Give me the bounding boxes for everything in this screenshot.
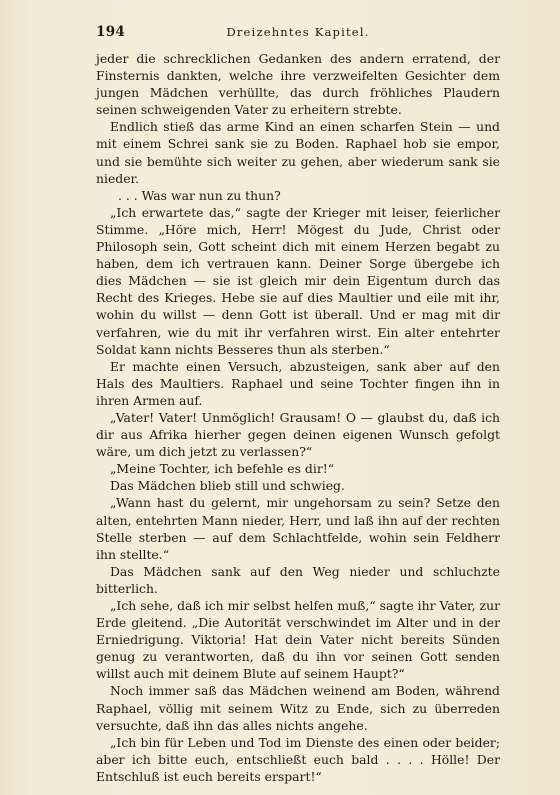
paragraph: Er machte einen Versuch, abzusteigen, sank aber auf den Hals des Maultiers. Raphael und seine Tochter fingen ihn in ihren Armen auf. [96, 358, 500, 408]
paragraph: jeder die schrecklichen Gedanken des andern erratend, der Finsternis dankten, welche ihre verzweifelten Gesichter dem jungen Mädchen verhüllte, das durch fröhliches Plaudern seinen schweigenden Vater zu erheitern strebte. [96, 51, 500, 118]
paragraph: „Ich erwartete das,“ sagte der Krieger mit leiser, feierlicher Stimme. „Höre mich, Herr! Mögest du Jude, Christ oder Philosoph sein, Gott scheint dich mit einem Herzen begabt zu haben, dem ich vertrauen kann. Deiner Sorge übergebe ich dies Mädchen — sie ist gleich mir dein Eigentum durch das Recht des Krieges. Hebe sie auf dies Maultier und eile mit ihr, wohin du willst — denn Gott ist überall. Und er mag mit dir verfahren, wie du mit ihr verfahren wirst. Ein alter entehrter Soldat kann nichts Besseres thun als sterben.“ [96, 204, 500, 357]
paragraph: Das Mädchen sank auf den Weg nieder und schluchzte bitterlich. [96, 563, 500, 596]
paragraph: „Ich bin für Leben und Tod im Dienste des einen oder beider; aber ich bitte euch, entschließt euch bald . . . . Hölle! Der Entschluß ist euch bereits erspart!“ [96, 734, 500, 784]
paragraph: „Ich sehe, daß ich mir selbst helfen muß,“ sagte ihr Vater, zur Erde gleitend. „Die Autorität verschwindet im Alter und in der Erniedrigung. Viktoria! Hat dein Vater nicht bereits Sünden genug zu verantworten, daß du ihn vor seinen Gott senden willst auch mit deinem Blute auf seinem Haupt?“ [96, 598, 500, 682]
running-title: Dreizehntes Kapitel. [226, 25, 370, 39]
paragraph: „Wann hast du gelernt, mir ungehorsam zu sein? Setze den alten, entehrten Mann nieder, Herr, und laß ihn auf der rechten Stelle sterben — auf dem Schlachtfelde, wohin sein Feldherr ihn stellte.“ [96, 495, 500, 562]
paragraph: . . . Was war nun zu thun? [118, 187, 281, 203]
page-header [96, 24, 500, 44]
body-text [96, 50, 500, 785]
paragraph: „Meine Tochter, ich befehle es dir!“ [110, 461, 335, 477]
paragraph: Endlich stieß das arme Kind an einen scharfen Stein — und mit einem Schrei sank sie zu Boden. Raphael hob sie empor, und sie bemühte sich weiter zu gehen, aber wiederum sank sie nieder. [96, 119, 500, 186]
paragraph: „Vater! Vater! Unmöglich! Grausam! O — glaubst du, daß ich dir aus Afrika hierher gegen deinen eigenen Wunsch gefolgt wäre, um dich jetzt zu verlassen?“ [96, 409, 500, 460]
paragraph: Das Mädchen blieb still und schwieg. [110, 478, 345, 494]
paragraph: Noch immer saß das Mädchen weinend am Boden, während Raphael, völlig mit seinem Witz zu Ende, sich zu überreden versuchte, daß ihn das alles nichts angehe. [96, 683, 500, 733]
page-number: 194 [96, 24, 126, 40]
